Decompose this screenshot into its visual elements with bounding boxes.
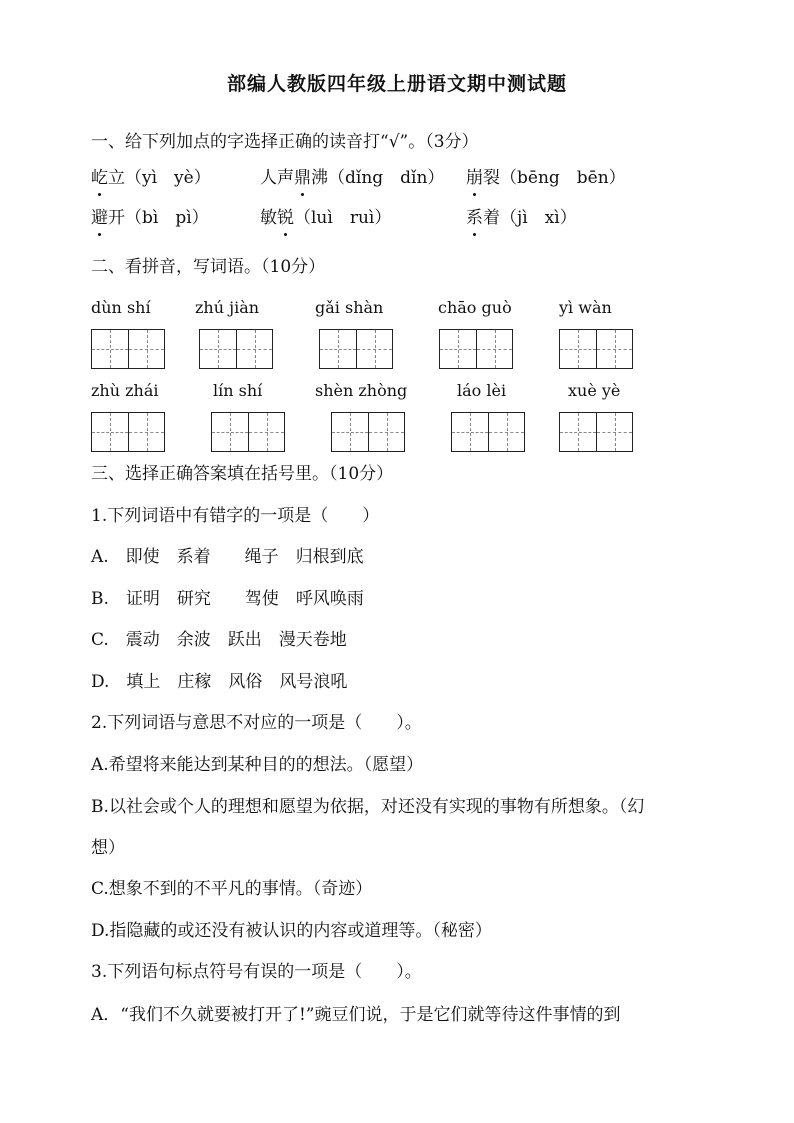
dotted-char: 锐 xyxy=(277,208,294,228)
pinyin-label: lín shí xyxy=(213,381,263,400)
dotted-char: 避 xyxy=(91,208,108,228)
reading-item: 系着（jì xì） xyxy=(466,208,577,228)
question-3-option-a: A．“我们不久就要被打开了!”豌豆们说，于是它们就等待这件事情的到 xyxy=(91,1005,621,1025)
pinyin-label: zhù zhái xyxy=(91,381,159,400)
writing-grid[interactable] xyxy=(319,329,393,369)
writing-grid[interactable] xyxy=(91,329,165,369)
reading-item: 避开（bì pì） xyxy=(91,208,209,228)
question-2-option-b-continued: 想） xyxy=(91,838,125,858)
writing-grid[interactable] xyxy=(439,329,513,369)
section-2-heading: 二、看拼音，写词语。（10分） xyxy=(91,257,326,277)
question-1: 1.下列词语中有错字的一项是（ ） xyxy=(91,506,380,526)
pinyin-label: zhú jiàn xyxy=(195,298,260,317)
writing-grid[interactable] xyxy=(451,412,525,452)
pinyin-label: shèn zhòng xyxy=(315,381,408,400)
question-1-option-b: B. 证明 研究 驾使 呼风唤雨 xyxy=(91,589,364,609)
pinyin-label: gǎi shàn xyxy=(315,298,384,317)
pinyin-label: yì wàn xyxy=(559,298,612,317)
pinyin-label: chāo guò xyxy=(438,298,512,317)
writing-grid[interactable] xyxy=(199,329,273,369)
question-2-option-d: D.指隐藏的或还没有被认识的内容或道理等。（秘密） xyxy=(91,921,492,941)
writing-grid[interactable] xyxy=(211,412,285,452)
dotted-char: 鼎 xyxy=(294,168,311,188)
writing-grid[interactable] xyxy=(559,412,633,452)
question-1-option-d: D. 填上 庄稼 风俗 风号浪吼 xyxy=(91,672,348,692)
writing-grid[interactable] xyxy=(559,329,633,369)
reading-item: 人声鼎沸（dǐng dǐn） xyxy=(260,168,445,188)
section-3-heading: 三、选择正确答案填在括号里。（10分） xyxy=(91,464,394,484)
reading-item: 屹立（yì yè） xyxy=(91,168,211,188)
pinyin-label: xuè yè xyxy=(568,381,621,400)
dotted-char: 崩 xyxy=(466,168,483,188)
dotted-char: 系 xyxy=(466,208,483,228)
question-3: 3.下列语句标点符号有误的一项是（ ）。 xyxy=(91,962,422,982)
writing-grid[interactable] xyxy=(331,412,405,452)
dotted-char: 屹 xyxy=(91,168,108,188)
question-1-option-c: C. 震动 余波 跃出 漫天卷地 xyxy=(91,630,347,650)
section-1-heading: 一、给下列加点的字选择正确的读音打“√”。（3分） xyxy=(91,132,479,152)
writing-grid[interactable] xyxy=(91,412,165,452)
question-1-option-a: A. 即使 系着 绳子 归根到底 xyxy=(91,547,364,567)
question-2-option-c: C.想象不到的不平凡的事情。（奇迹） xyxy=(91,879,373,899)
question-2: 2.下列词语与意思不对应的一项是（ ）。 xyxy=(91,713,422,733)
pinyin-label: láo lèi xyxy=(457,381,507,400)
pinyin-label: dùn shí xyxy=(91,298,151,317)
question-2-option-a: A.希望将来能达到某种目的的想法。（愿望） xyxy=(91,755,424,775)
reading-item: 崩裂（bēng bēn） xyxy=(466,168,626,188)
reading-item: 敏锐（luì ruì） xyxy=(260,208,392,228)
page-title: 部编人教版四年级上册语文期中测试题 xyxy=(226,73,567,95)
question-2-option-b: B.以社会或个人的理想和愿望为依据，对还没有实现的事物有所想象。（幻 xyxy=(91,797,645,817)
